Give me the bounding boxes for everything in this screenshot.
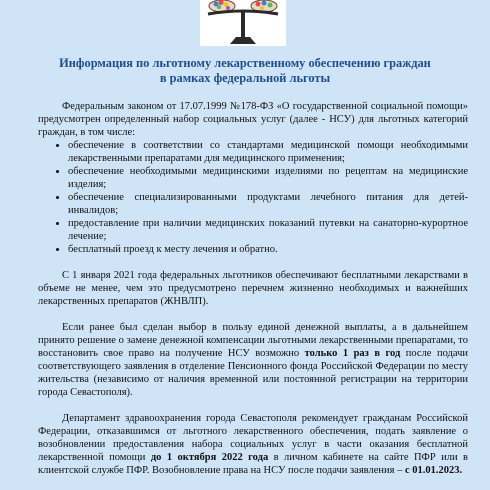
list-item: • предоставление при наличии медицинских показаний путевки на санаторно-курортное лечение; xyxy=(68,217,468,243)
scales-pills-logo xyxy=(200,0,286,46)
list-item: • обеспечение необходимыми медицинскими изделиями по рецептам на медицинские изделия; xyxy=(68,165,468,191)
document-body xyxy=(38,100,468,477)
title-line-2: в рамках федеральной льготы xyxy=(159,71,331,85)
paragraph-2021: С 1 января 2021 года федеральных льготников обеспечивают бесплатными лекарствами в объеме не менее, чем это предусмотрено перечнем жизненно необходимых и важнейших лекарственных препаратов (ЖНВЛП). xyxy=(38,270,468,307)
text: Департамент здравоохранения города Севастополя рекомендует гражданам Российской Федерации, отказавшимся от льготного лекарственного обеспечения, подать заявление о возобновлении предоставления набора социальных услуг в части оказания бесплатной лекарственной помощи xyxy=(38,413,468,463)
paragraph-department xyxy=(38,412,468,477)
list-item: • обеспечение специализированными продуктами лечебного питания для детей-инвалидов; xyxy=(68,191,468,217)
title-line-1: Информация по льготному лекарственному обеспечению граждан xyxy=(59,56,431,70)
text: Если ранее был сделан выбор в пользу единой денежной выплаты, а в дальнейшем принято решение о замене денежной компенсации льготными лекарственными препаратами, то восстановить свое право на получение НСУ возможно xyxy=(38,322,468,359)
bold-text: только 1 раз в год xyxy=(304,348,401,359)
page-title xyxy=(0,56,490,86)
text: в личном кабинете на сайте ПФР или в клиентской службе ПФР. Возобновление права на НСУ после подачи заявления – xyxy=(38,452,468,476)
paragraph-nsu-restore xyxy=(38,321,468,399)
text: после подачи соответствующего заявления в отделение Пенсионного фонда Российской Федерации по месту жительства (независимо от наличия временной или постоянной регистрации на территории города Севастополя). xyxy=(38,348,468,398)
scales-icon xyxy=(200,0,286,46)
list-item: • бесплатный проезд к месту лечения и обратно. xyxy=(68,243,468,256)
bold-date: до 1 октября 2022 года xyxy=(150,452,269,463)
list-item: • обеспечение в соответствии со стандартами медицинской помощи необходимыми лекарственными препаратами для медицинского применения; xyxy=(68,139,468,165)
services-list xyxy=(38,139,468,256)
bold-date: с 01.01.2023. xyxy=(404,465,463,476)
intro-paragraph: Федеральным законом от 17.07.1999 №178-ФЗ «О государственной социальной помощи» предусмотрен определенный набор социальных услуг (далее - НСУ) для льготных категорий граждан, в том числе: xyxy=(38,101,468,138)
